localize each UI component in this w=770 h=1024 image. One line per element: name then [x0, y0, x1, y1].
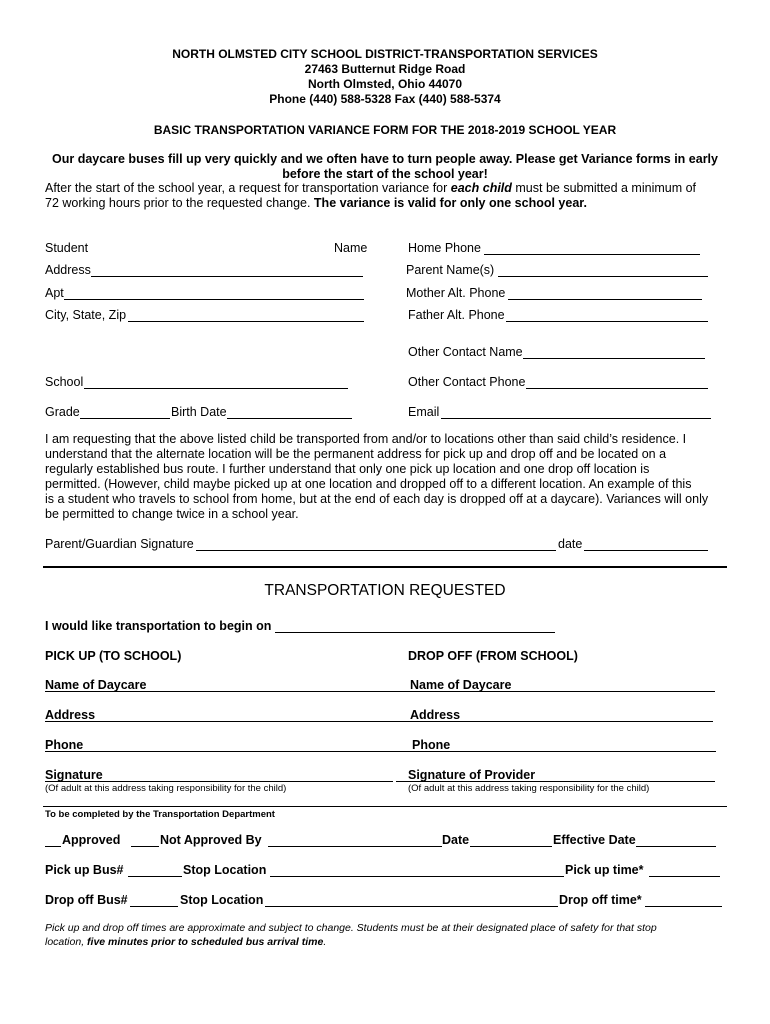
city-state-zip-field[interactable]: [128, 321, 364, 322]
home-phone-label: Home Phone: [408, 241, 481, 255]
other-phone-field[interactable]: [526, 388, 708, 389]
dropoff-time-label: Drop off time*: [559, 893, 642, 907]
school-field[interactable]: [84, 388, 348, 389]
provider-signature-label: Signature of Provider: [408, 768, 536, 782]
dept-label: To be completed by the Transportation Department: [45, 809, 275, 820]
dropoff-signature-note: (Of adult at this address taking responsibility for the child): [408, 783, 650, 794]
address-label: Address: [45, 263, 91, 277]
city-address: North Olmsted, Ohio 44070: [307, 77, 463, 91]
student-label: Student: [45, 241, 89, 255]
name-label: Name: [334, 241, 368, 255]
street-address: 27463 Butternut Ridge Road: [304, 62, 466, 76]
parent-names-label: Parent Name(s): [406, 263, 495, 277]
email-label: Email: [408, 405, 440, 419]
other-contact-label: Other Contact Name: [408, 345, 523, 359]
pickup-daycare-field[interactable]: [45, 691, 410, 692]
dept-date-label: Date: [442, 833, 470, 847]
dropoff-time-field[interactable]: [645, 906, 722, 907]
other-contact-field[interactable]: [523, 358, 705, 359]
pickup-address-label: Address: [45, 708, 96, 722]
warning-line-2: before the start of the school year!: [282, 167, 488, 181]
pickup-header: PICK UP (TO SCHOOL): [45, 649, 182, 663]
pickup-signature-note: (Of adult at this address taking responsibility for the child): [45, 783, 287, 794]
pickup-time-label: Pick up time*: [565, 863, 644, 877]
father-phone-field[interactable]: [506, 321, 708, 322]
home-phone-field[interactable]: [484, 254, 700, 255]
dropoff-bus-label: Drop off Bus#: [45, 893, 128, 907]
pickup-bus-field[interactable]: [128, 876, 182, 877]
grade-label: Grade: [45, 405, 80, 419]
footnote-line-2: location, five minutes prior to scheduled bus arrival time.: [45, 936, 327, 948]
parent-names-field[interactable]: [498, 276, 708, 277]
approved-label: Approved: [62, 833, 121, 847]
dropoff-phone-field[interactable]: [412, 751, 716, 752]
date-label: date: [558, 537, 583, 551]
other-phone-label: Other Contact Phone: [408, 375, 526, 389]
footnote-line-1: Pick up and drop off times are approximate and subject to change. Students must be at their designated place of safety for that stop: [45, 922, 657, 934]
effective-date-field[interactable]: [636, 846, 716, 847]
father-phone-label: Father Alt. Phone: [408, 308, 505, 322]
dropoff-daycare-label: Name of Daycare: [410, 678, 512, 692]
school-label: School: [45, 375, 84, 389]
birth-date-field[interactable]: [227, 418, 352, 419]
pickup-signature-field[interactable]: [45, 781, 393, 782]
dropoff-stop-field[interactable]: [265, 906, 558, 907]
pickup-signature-label: Signature: [45, 768, 103, 782]
approved-by-field[interactable]: [268, 846, 442, 847]
birth-date-label: Birth Date: [171, 405, 227, 419]
dept-date-field[interactable]: [470, 846, 552, 847]
dropoff-address-label: Address: [410, 708, 461, 722]
dropoff-bus-field[interactable]: [130, 906, 178, 907]
apt-field[interactable]: [64, 299, 364, 300]
dropoff-daycare-field[interactable]: [410, 691, 715, 692]
mother-phone-label: Mother Alt. Phone: [406, 286, 506, 300]
warning-line-1: Our daycare buses fill up very quickly and we often have to turn people away. Please get Variance forms in early: [52, 152, 718, 166]
dept-divider: [43, 806, 727, 807]
apt-label: Apt: [45, 286, 64, 300]
pickup-daycare-label: Name of Daycare: [45, 678, 147, 692]
form-title: BASIC TRANSPORTATION VARIANCE FORM FOR THE 2018-2019 SCHOOL YEAR: [153, 123, 617, 137]
phone-fax: Phone (440) 588-5328 Fax (440) 588-5374: [269, 92, 501, 106]
pickup-phone-field[interactable]: [45, 751, 412, 752]
request-paragraph: I am requesting that the above listed child be transported from and/or to locations other than said child’s residence. I understand that the alternate location will be the permanent address for pick up and drop off and be located on a regularly established bus route. I further understand that only one pick up location and one drop off location is permitted. (However, child maybe picked up at one location and dropped off to a different location. An example of this is a student who travels to school from home, but at the end of each day is dropped off at a daycare). Variances will only be permitted to change twice in a school year.: [45, 432, 709, 521]
dropoff-phone-label: Phone: [412, 738, 451, 752]
transport-title: TRANSPORTATION REQUESTED: [264, 582, 506, 599]
approved-checkbox[interactable]: [45, 846, 61, 847]
district-name: NORTH OLMSTED CITY SCHOOL DISTRICT-TRANSPORTATION SERVICES: [172, 47, 598, 61]
signature-date-field[interactable]: [584, 550, 708, 551]
begin-date-field[interactable]: [275, 632, 555, 633]
dropoff-header: DROP OFF (FROM SCHOOL): [408, 649, 578, 663]
intro-text-1: After the start of the school year, a request for transportation variance for each child must be submitted a minimum of: [45, 181, 697, 195]
begin-label: I would like transportation to begin on: [45, 619, 272, 633]
section-divider: [43, 566, 727, 568]
pickup-phone-label: Phone: [45, 738, 84, 752]
pickup-time-field[interactable]: [649, 876, 720, 877]
pickup-stop-label: Stop Location: [183, 863, 267, 877]
intro-text-2: 72 working hours prior to the requested change. The variance is valid for only one school year.: [45, 196, 587, 210]
mother-phone-field[interactable]: [508, 299, 702, 300]
dropoff-stop-label: Stop Location: [180, 893, 264, 907]
address-field[interactable]: [91, 276, 363, 277]
parent-signature-field[interactable]: [196, 550, 556, 551]
dropoff-address-field[interactable]: [410, 721, 713, 722]
parent-signature-label: Parent/Guardian Signature: [45, 537, 194, 551]
pickup-bus-label: Pick up Bus#: [45, 863, 124, 877]
pickup-stop-field[interactable]: [270, 876, 564, 877]
pickup-address-field[interactable]: [45, 721, 410, 722]
email-field[interactable]: [441, 418, 711, 419]
not-approved-label: Not Approved By: [160, 833, 262, 847]
city-state-zip-label: City, State, Zip: [45, 308, 127, 322]
grade-field[interactable]: [80, 418, 170, 419]
effective-date-label: Effective Date: [553, 833, 636, 847]
provider-signature-field[interactable]: [396, 781, 715, 782]
not-approved-checkbox[interactable]: [131, 846, 159, 847]
